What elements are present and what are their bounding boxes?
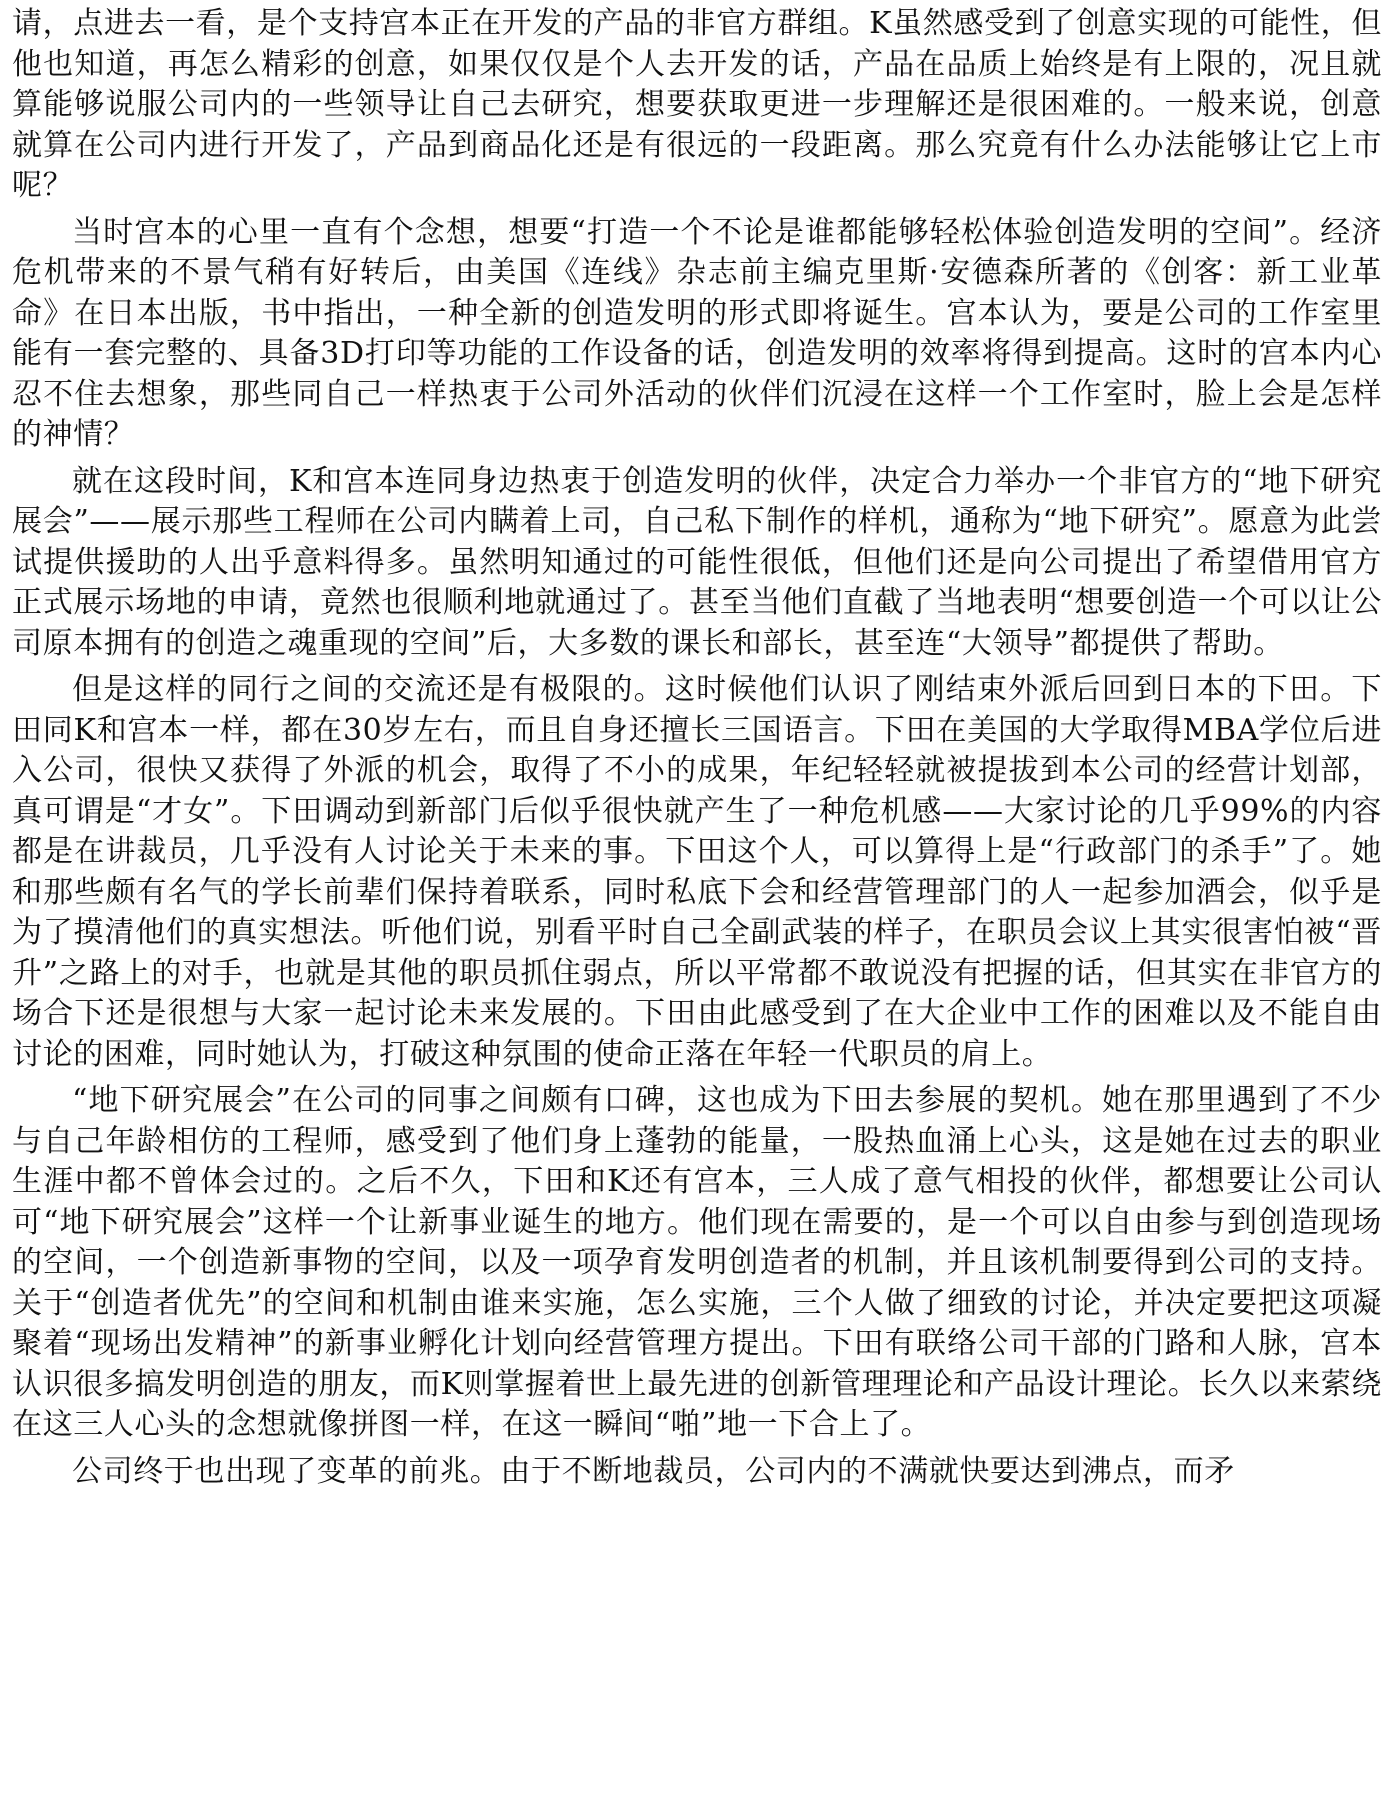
paragraph-3: 就在这段时间，K和宫本连同身边热衷于创造发明的伙伴，决定合力举办一个非官方的“地下研究展会”——展示那些工程师在公司内瞒着上司，自己私下制作的样机，通称为“地下研究”。愿意为此尝试提供援助的人出乎意料得多。虽然明知通过的可能性很低，但他们还是向公司提出了希望借用官方正式展示场地的申请，竟然也很顺利地就通过了。甚至当他们直截了当地表明“想要创造一个可以让公司原本拥有的创造之魂重现的空间”后，大多数的课长和部长，甚至连“大领导”都提供了帮助。 [12, 463, 1382, 661]
paragraph-6: 公司终于也出现了变革的前兆。由于不断地裁员，公司内的不满就快要达到沸点，而矛 [72, 1453, 1235, 1489]
paragraph-5: “地下研究展会”在公司的同事之间颇有口碑，这也成为下田去参展的契机。她在那里遇到了不少与自己年龄相仿的工程师，感受到了他们身上蓬勃的能量，一股热血涌上心头，这是她在过去的职业生涯中都不曾体会过的。之后不久，下田和K还有宫本，三人成了意气相投的伙伴，都想要让公司认可“地下研究展会”这样一个让新事业诞生的地方。他们现在需要的，是一个可以自由参与到创造现场的空间，一个创造新事物的空间，以及一项孕育发明创造者的机制，并且该机制要得到公司的支持。关于“创造者优先”的空间和机制由谁来实施，怎么实施，三个人做了细致的讨论，并决定要把这项凝聚着“现场出发精神”的新事业孵化计划向经营管理方提出。下田有联络公司干部的门路和人脉，宫本认识很多搞发明创造的朋友，而K则掌握着世上最先进的创新管理理论和产品设计理论。长久以来萦绕在这三人心头的念想就像拼图一样，在这一瞬间“啪”地一下合上了。 [12, 1083, 1382, 1442]
paragraph-2: 当时宫本的心里一直有个念想，想要“打造一个不论是谁都能够轻松体验创造发明的空间”。经济危机带来的不景气稍有好转后，由美国《连线》杂志前主编克里斯·安德森所著的《创客：新工业革命》在日本出版，书中指出，一种全新的创造发明的形式即将诞生。宫本认为，要是公司的工作室里能有一套完整的、具备3D打印等功能的工作设备的话，创造发明的效率将得到提高。这时的宫本内心忍不住去想象，那些同自己一样热衷于公司外活动的伙伴们沉浸在这样一个工作室时，脸上会是怎样的神情？ [12, 214, 1382, 452]
paragraph-1: 请，点进去一看，是个支持宫本正在开发的产品的非官方群组。K虽然感受到了创意实现的可能性，但他也知道，再怎么精彩的创意，如果仅仅是个人去开发的话，产品在品质上始终是有上限的，况且就算能够说服公司内的一些领导让自己去研究，想要获取更进一步理解还是很困难的。一般来说，创意就算在公司内进行开发了，产品到商品化还是有很远的一段距离。那么究竟有什么办法能够让它上市呢？ [12, 6, 1382, 203]
paragraph-4: 但是这样的同行之间的交流还是有极限的。这时候他们认识了刚结束外派后回到日本的下田。下田同K和宫本一样，都在30岁左右，而且自身还擅长三国语言。下田在美国的大学取得MBA学位后进入公司，很快又获得了外派的机会，取得了不小的成果，年纪轻轻就被提拔到本公司的经营计划部，真可谓是“才女”。下田调动到新部门后似乎很快就产生了一种危机感——大家讨论的几乎99%的内容都是在讲裁员，几乎没有人讨论关于未来的事。下田这个人，可以算得上是“行政部门的杀手”了。她和那些颇有名气的学长前辈们保持着联系，同时私底下会和经营管理部门的人一起参加酒会，似乎是为了摸清他们的真实想法。听他们说，别看平时自己全副武装的样子，在职员会议上其实很害怕被“晋升”之路上的对手，也就是其他的职员抓住弱点，所以平常都不敢说没有把握的话，但其实在非官方的场合下还是很想与大家一起讨论未来发展的。下田由此感受到了在大企业中工作的困难以及不能自由讨论的困难，同时她认为，打破这种氛围的使命正落在年轻一代职员的肩上。 [12, 672, 1382, 1072]
document-page [12, 4, 1382, 1794]
